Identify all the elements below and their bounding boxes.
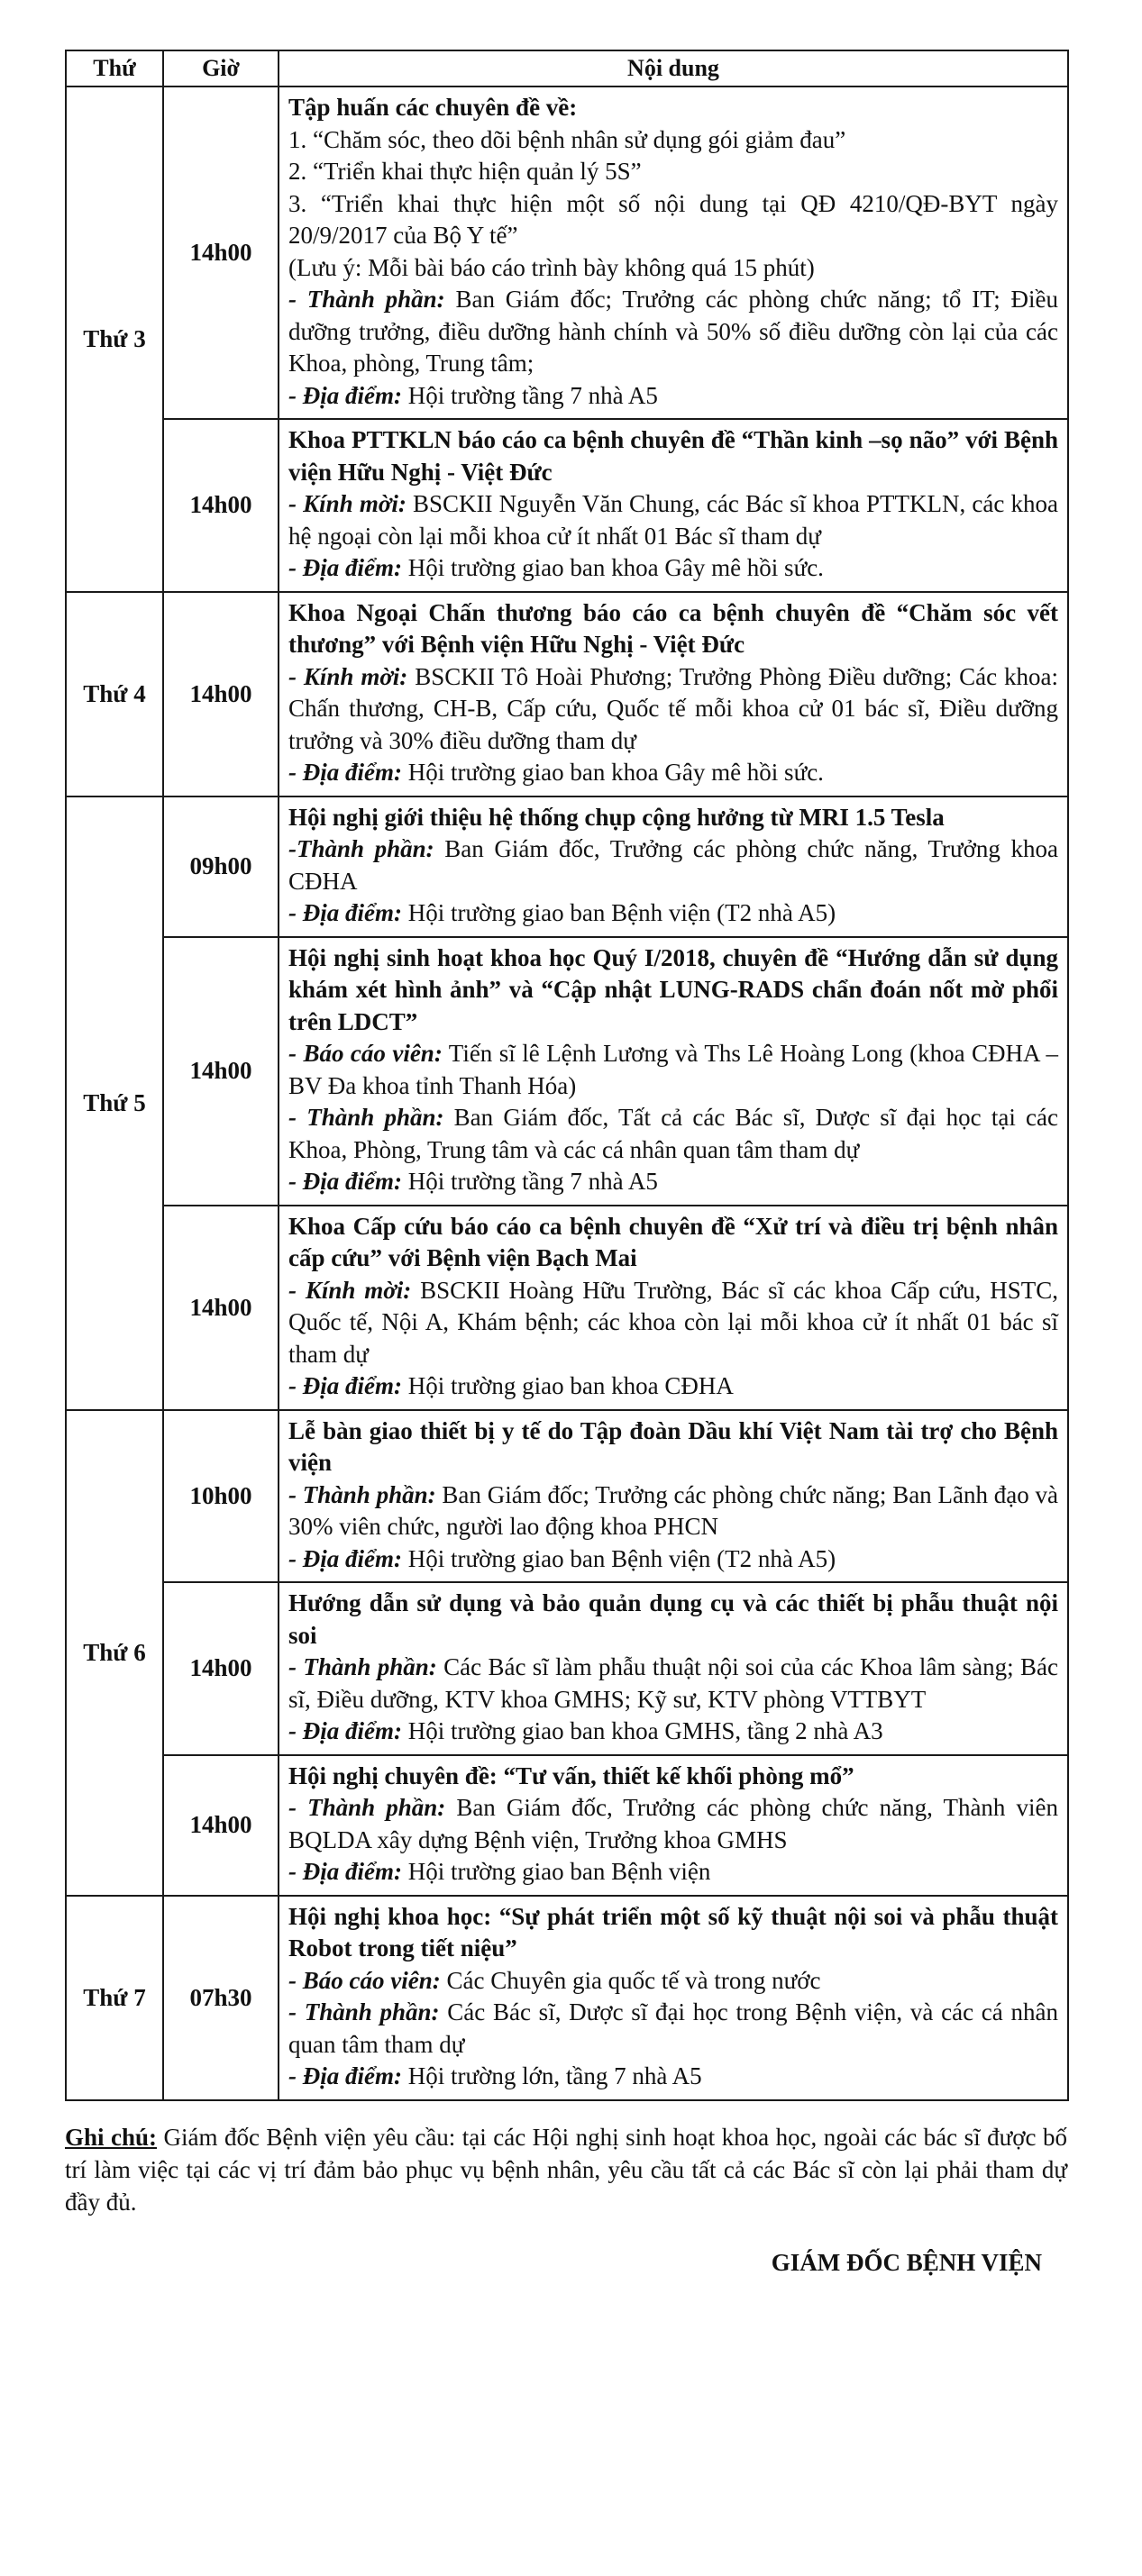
event-detail (288, 1965, 1058, 1998)
event-title: Hội nghị giới thiệu hệ thống chụp cộng hưởng từ MRI 1.5 Tesla (288, 803, 945, 831)
event-detail-label: - Thành phần: (288, 1998, 440, 2025)
event-detail-label: - Kính mời: (288, 662, 408, 690)
event-detail-label: - Địa điểm: (288, 1858, 402, 1885)
event-detail-text: Hội trường lớn, tầng 7 nhà A5 (401, 2062, 702, 2089)
time-cell: 10h00 (163, 1410, 279, 1583)
event-detail (288, 1479, 1058, 1543)
event-detail (288, 833, 1058, 897)
event-detail (288, 284, 1058, 380)
event-title: Hội nghị khoa học: “Sự phát triển một số kỹ thuật nội soi và phẫu thuật Robot trong tiết niệu” (288, 1902, 1058, 1962)
event-content-cell (279, 419, 1068, 592)
day-cell: Thứ 7 (66, 1896, 163, 2100)
event-detail-text: BSCKII Hoàng Hữu Trường, Bác sĩ các khoa Cấp cứu, HSTC, Quốc tế, Nội A, Khám bệnh; các khoa còn lại mỗi khoa cử ít nhất 01 bác sĩ tham dự (288, 1276, 1058, 1368)
event-title: Khoa Ngoại Chấn thương báo cáo ca bệnh chuyên đề “Chăm sóc vết thương” với Bệnh viện Hữu Nghị - Việt Đức (288, 598, 1058, 658)
event-detail-label: - Thành phần: (288, 1653, 437, 1680)
event-content-cell (279, 1206, 1068, 1410)
event-detail (288, 897, 1058, 930)
time-cell: 14h00 (163, 419, 279, 592)
event-detail-text: Hội trường giao ban khoa Gây mê hồi sức. (401, 759, 824, 786)
event-detail (288, 380, 1058, 413)
event-detail-text: Ban Giám đốc; Trưởng các phòng chức năng; tổ IT; Điều dưỡng trưởng, điều dưỡng hành chính và 50% số điều dưỡng còn lại của các Khoa, phòng, Trung tâm; (288, 286, 1058, 377)
event-detail-text: BSCKII Tô Hoài Phương; Trưởng Phòng Điều dưỡng; Các khoa: Chấn thương, CH-B, Cấp cứu, Quốc tế mỗi khoa cử 01 bác sĩ, Điều dưỡng trưởng và 30% điều dưỡng tham dự (288, 662, 1058, 754)
event-title: Hội nghị chuyên đề: “Tư vấn, thiết kế khối phòng mổ” (288, 1761, 854, 1789)
event-detail-text: Hội trường tầng 7 nhà A5 (401, 1168, 658, 1195)
event-detail-text: Ban Giám đốc; Trưởng các phòng chức năng; Ban Lãnh đạo và 30% viên chức, người lao động khoa PHCN (288, 1480, 1058, 1540)
time-cell: 14h00 (163, 1206, 279, 1410)
table-row (66, 592, 1068, 796)
event-detail-label: - Địa điểm: (288, 899, 402, 926)
event-detail-label: - Báo cáo viên: (288, 1966, 441, 1994)
header-day: Thứ (66, 50, 163, 86)
event-detail-label: - Địa điểm: (288, 2062, 402, 2089)
table-row (66, 1582, 1068, 1755)
event-detail-text: Ban Giám đốc, Tất cả các Bác sĩ, Dược sĩ đại học tại các Khoa, Phòng, Trung tâm và các cá nhân quan tâm tham dự (288, 1104, 1058, 1163)
event-detail-text: Hội trường giao ban khoa CĐHA (401, 1372, 734, 1399)
event-topic-line: 1. “Chăm sóc, theo dõi bệnh nhân sử dụng gói giảm đau” (288, 125, 846, 153)
event-title: Tập huấn các chuyên đề về: (288, 94, 578, 121)
event-detail (288, 757, 1058, 789)
event-detail-text: BSCKII Nguyễn Văn Chung, các Bác sĩ khoa PTTKLN, các khoa hệ ngoại còn lại mỗi khoa cử ít nhất 01 Bác sĩ tham dự (288, 490, 1058, 550)
table-row (66, 937, 1068, 1206)
event-detail-text: Hội trường tầng 7 nhà A5 (401, 381, 658, 409)
table-row (66, 419, 1068, 592)
schedule-body (66, 86, 1068, 2100)
schedule-table (65, 50, 1069, 2101)
event-detail-text: Các Bác sĩ làm phẫu thuật nội soi của các Khoa lâm sàng; Bác sĩ, Điều dưỡng, KTV khoa GMHS; Kỹ sư, KTV phòng VTTBYT (288, 1653, 1058, 1713)
event-detail (288, 488, 1058, 552)
event-detail (288, 1652, 1058, 1716)
event-detail (288, 1716, 1058, 1748)
event-title: Lễ bàn giao thiết bị y tế do Tập đoàn Dầu khí Việt Nam tài trợ cho Bệnh viện (288, 1416, 1058, 1476)
event-content-cell (279, 86, 1068, 419)
table-row (66, 1410, 1068, 1583)
event-detail (288, 1038, 1058, 1102)
event-content-cell (279, 937, 1068, 1206)
event-title: Hội nghị sinh hoạt khoa học Quý I/2018, chuyên đề “Hướng dẫn sử dụng khám xét hình ảnh” và “Cập nhật LUNG-RADS chẩn đoán nốt mờ phổi trên LDCT” (288, 943, 1058, 1035)
event-topic-line: 2. “Triển khai thực hiện quản lý 5S” (288, 158, 642, 185)
footnote-text: Giám đốc Bệnh viện yêu cầu: tại các Hội nghị sinh hoạt khoa học, ngoài các bác sĩ được bố trí làm việc tại các vị trí đảm bảo phục vụ bệnh nhân, yêu cầu tất cả các Bác sĩ còn lại phải tham dự đầy đủ. (65, 2123, 1067, 2216)
event-detail-text: Hội trường giao ban Bệnh viện (T2 nhà A5) (401, 1544, 836, 1572)
event-topic-line: (Lưu ý: Mỗi bài báo cáo trình bày không quá 15 phút) (288, 253, 815, 281)
event-detail (288, 661, 1058, 758)
schedule-document (65, 50, 1067, 2277)
event-topic-line: 3. “Triển khai thực hiện một số nội dung tại QĐ 4210/QĐ-BYT ngày 20/9/2017 của Bộ Y tế” (288, 189, 1058, 249)
event-detail-text: Hội trường giao ban Bệnh viện (T2 nhà A5) (401, 899, 836, 926)
table-row (66, 1206, 1068, 1410)
event-detail-label: - Thành phần: (288, 1794, 446, 1821)
time-cell: 14h00 (163, 937, 279, 1206)
signature-title: GIÁM ĐỐC BỆNH VIỆN (771, 2248, 1042, 2276)
table-row (66, 1896, 1068, 2100)
table-row (66, 1755, 1068, 1896)
event-detail-text: Ban Giám đốc, Trưởng các phòng chức năng, Thành viên BQLDA xây dựng Bệnh viện, Trưởng khoa GMHS (288, 1794, 1058, 1853)
event-content-cell (279, 592, 1068, 796)
event-detail-label: - Địa điểm: (288, 381, 402, 409)
table-header-row (66, 50, 1068, 86)
event-title: Khoa Cấp cứu báo cáo ca bệnh chuyên đề “Xử trí và điều trị bệnh nhân cấp cứu” với Bệnh viện Bạch Mai (288, 1212, 1058, 1271)
event-detail (288, 1543, 1058, 1576)
event-detail-text: Các Chuyên gia quốc tế và trong nước (440, 1966, 821, 1994)
day-cell: Thứ 4 (66, 592, 163, 796)
header-time: Giờ (163, 50, 279, 86)
event-detail-label: -Thành phần: (288, 835, 434, 862)
event-title: Hướng dẫn sử dụng và bảo quản dụng cụ và các thiết bị phẫu thuật nội soi (288, 1589, 1058, 1649)
event-detail-label: - Địa điểm: (288, 554, 402, 581)
event-detail (288, 1370, 1058, 1403)
event-detail (288, 1997, 1058, 2061)
event-detail-label: - Thành phần: (288, 286, 445, 313)
event-detail-label: - Báo cáo viên: (288, 1040, 443, 1067)
event-detail-label: - Địa điểm: (288, 1168, 402, 1195)
event-detail (288, 1102, 1058, 1166)
event-content-cell (279, 1410, 1068, 1583)
event-detail-text: Ban Giám đốc, Trưởng các phòng chức năng, Trưởng khoa CĐHA (288, 835, 1058, 895)
event-detail-text: Tiến sĩ lê Lệnh Lương và Ths Lê Hoàng Long (khoa CĐHA – BV Đa khoa tỉnh Thanh Hóa) (288, 1040, 1058, 1099)
table-row (66, 796, 1068, 937)
time-cell: 09h00 (163, 796, 279, 937)
time-cell: 14h00 (163, 592, 279, 796)
time-cell: 07h30 (163, 1896, 279, 2100)
event-detail-text: Hội trường giao ban khoa GMHS, tầng 2 nhà A3 (401, 1717, 883, 1744)
event-detail-label: - Địa điểm: (288, 759, 402, 786)
event-detail-label: - Thành phần: (288, 1480, 436, 1508)
event-content-cell (279, 1896, 1068, 2100)
event-content-cell (279, 796, 1068, 937)
event-detail (288, 1275, 1058, 1371)
time-cell: 14h00 (163, 86, 279, 419)
event-detail-label: - Địa điểm: (288, 1372, 402, 1399)
time-cell: 14h00 (163, 1755, 279, 1896)
footnote-label: Ghi chú: (65, 2123, 158, 2151)
event-detail (288, 1166, 1058, 1198)
event-detail (288, 552, 1058, 585)
event-detail (288, 2061, 1058, 2093)
event-detail-text: Hội trường giao ban khoa Gây mê hồi sức. (401, 554, 824, 581)
time-cell: 14h00 (163, 1582, 279, 1755)
day-cell: Thứ 3 (66, 86, 163, 592)
event-detail-text: Các Bác sĩ, Dược sĩ đại học trong Bệnh viện, và các cá nhân quan tâm tham dự (288, 1998, 1058, 2058)
event-detail-text: Hội trường giao ban Bệnh viện (401, 1858, 711, 1885)
day-cell: Thứ 6 (66, 1410, 163, 1896)
day-cell: Thứ 5 (66, 796, 163, 1410)
event-detail-label: - Kính mời: (288, 1276, 412, 1304)
event-content-cell (279, 1755, 1068, 1896)
event-detail-label: - Địa điểm: (288, 1544, 402, 1572)
event-detail (288, 1792, 1058, 1856)
footnote (65, 2121, 1067, 2218)
event-detail-label: - Kính mời: (288, 490, 407, 517)
event-title: Khoa PTTKLN báo cáo ca bệnh chuyên đề “Thần kinh –sọ não” với Bệnh viện Hữu Nghị - Việt Đức (288, 426, 1058, 486)
table-row (66, 86, 1068, 419)
event-detail (288, 1856, 1058, 1889)
event-detail-label: - Thành phần: (288, 1104, 444, 1131)
header-content: Nội dung (279, 50, 1068, 86)
event-detail-label: - Địa điểm: (288, 1717, 402, 1744)
event-content-cell (279, 1582, 1068, 1755)
